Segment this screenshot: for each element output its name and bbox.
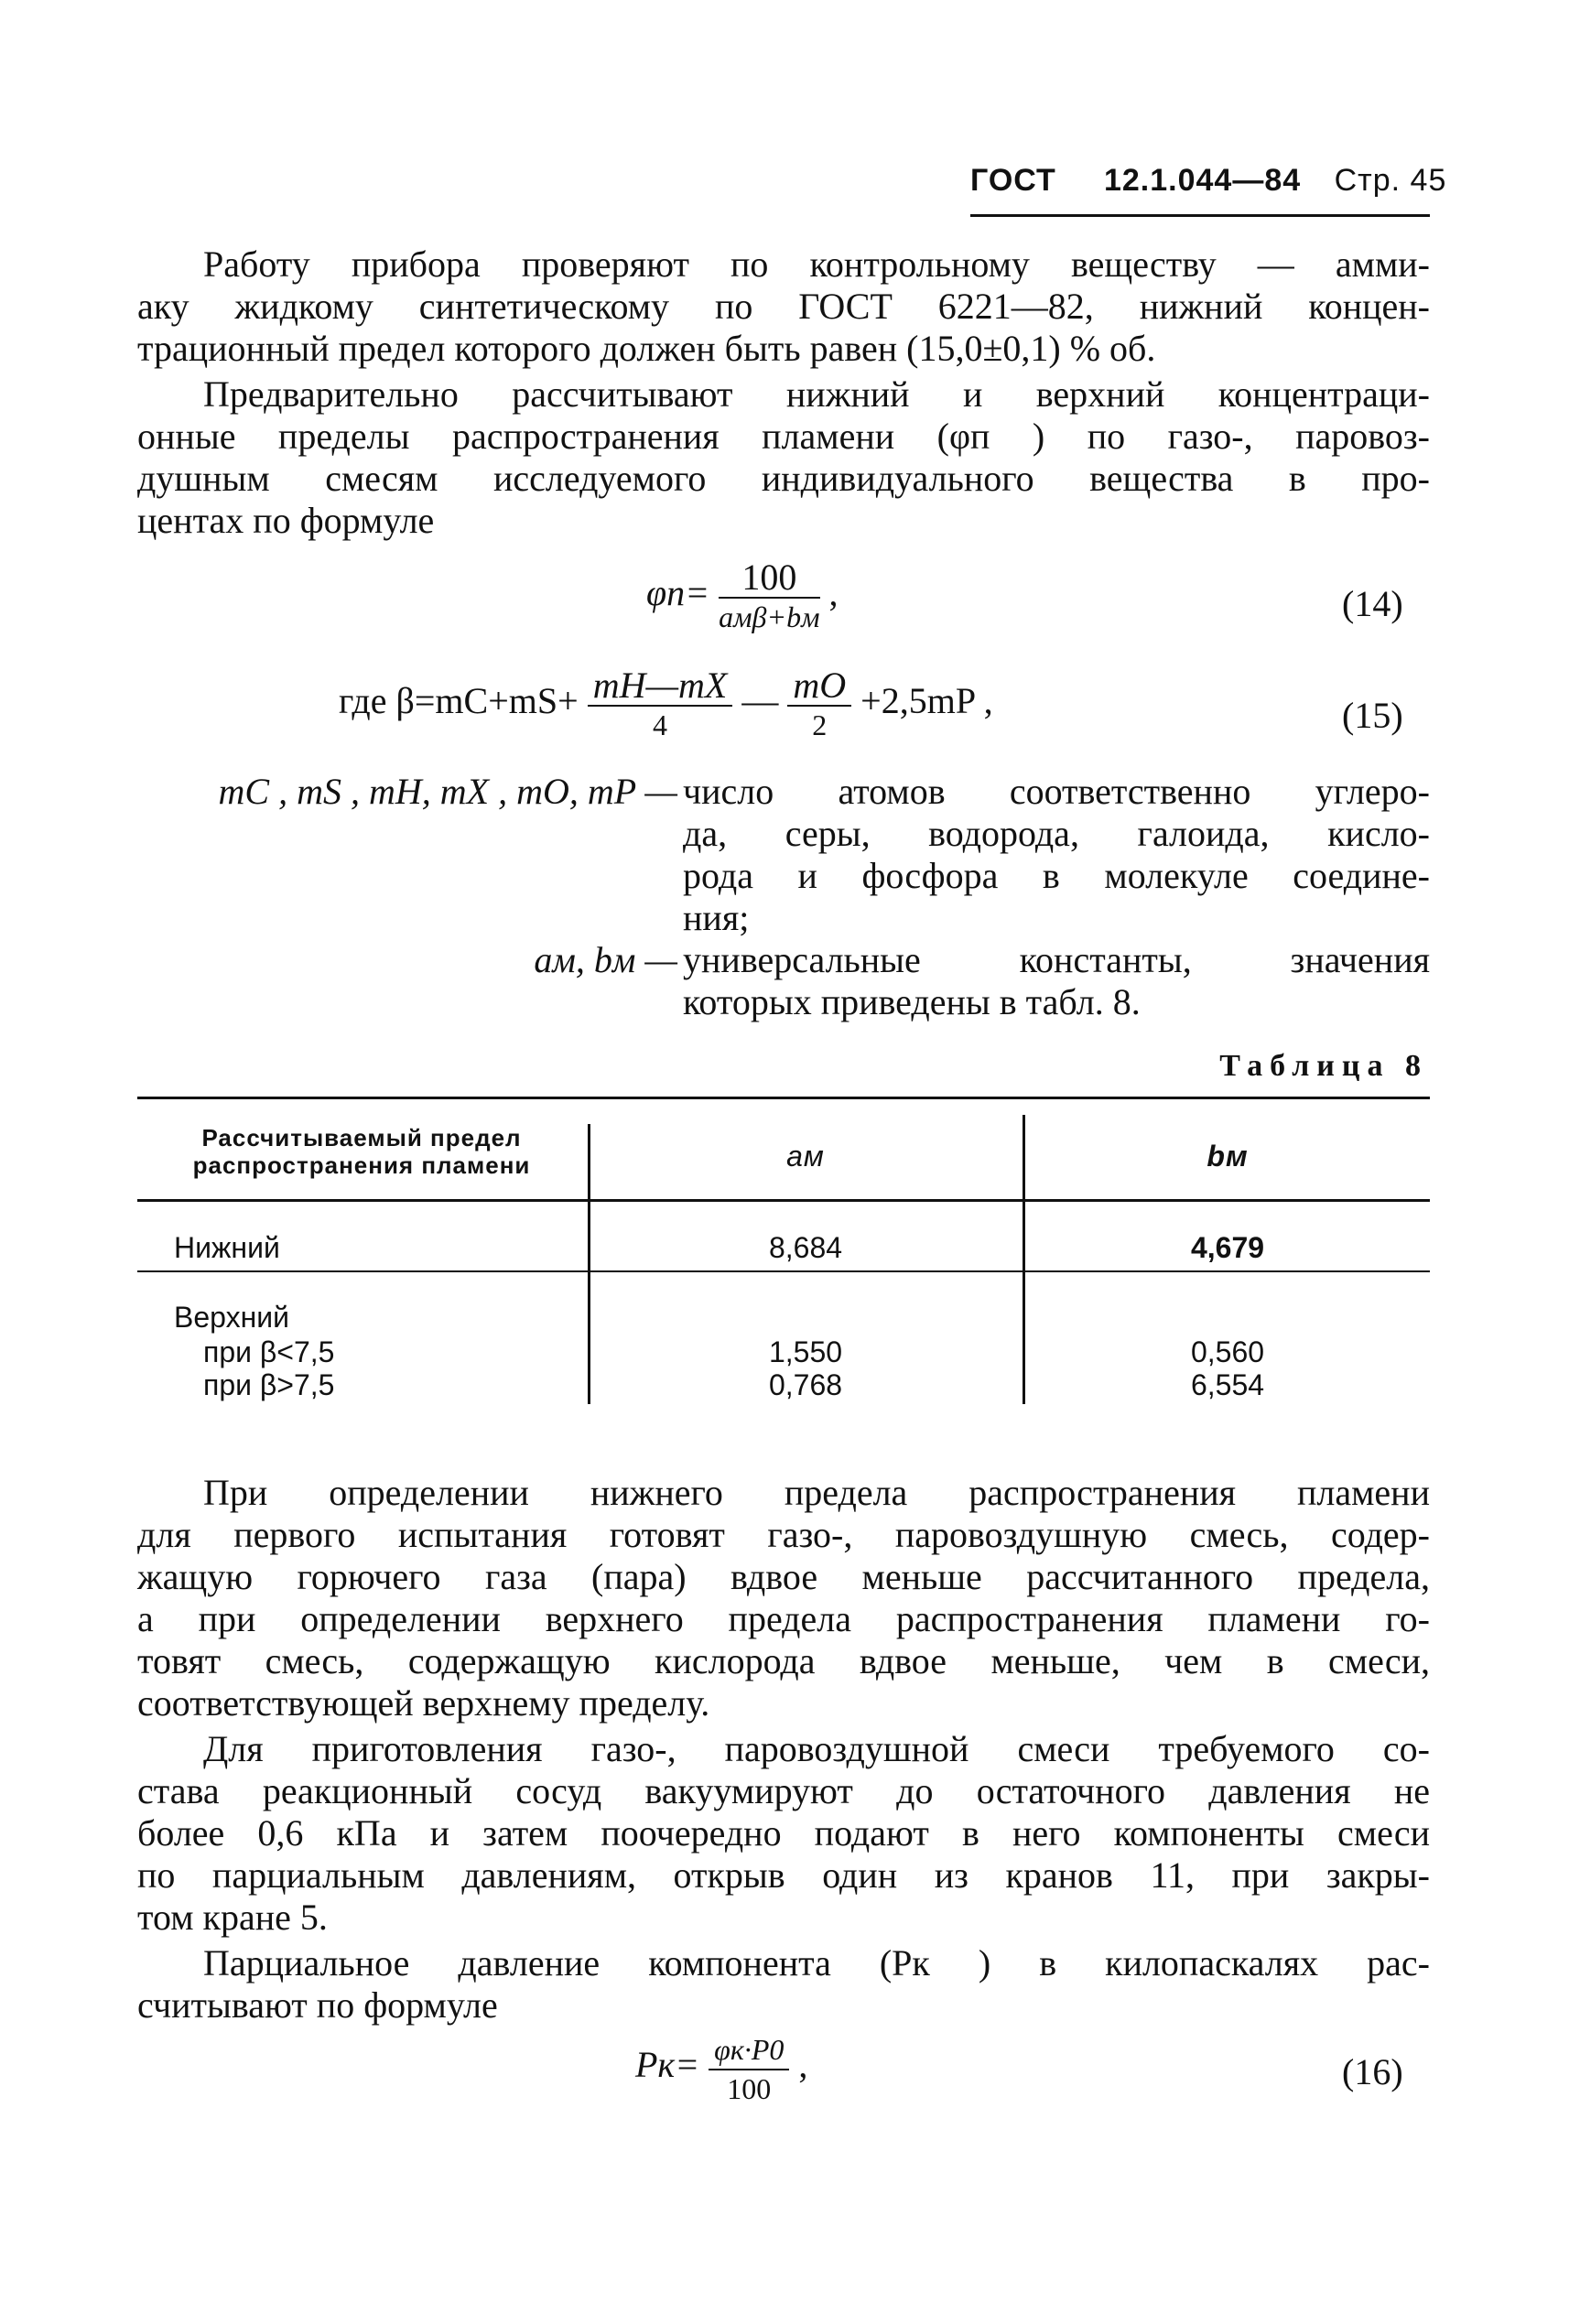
table-header-b: bм <box>1207 1140 1249 1173</box>
table-row-label: Нижний <box>174 1231 280 1264</box>
formula-fraction <box>709 2030 789 2107</box>
table-row-label: Верхний <box>174 1301 289 1334</box>
fraction-numerator: 100 <box>719 558 819 599</box>
paragraph-1 <box>137 243 1430 370</box>
equation-number-14: (14) <box>1342 583 1403 624</box>
table-row-label: при β<7,5 <box>203 1335 335 1368</box>
text-line: которых приведены в табл. 8. <box>683 981 1141 1022</box>
text-line: Парциальное давление компонента (Pк ) в килопаскалях рас- <box>203 1942 1430 1984</box>
text-line: для первого испытания готовят газо-, паровоздушную смесь, содер- <box>137 1514 1430 1555</box>
table-cell-b: 6,554 <box>1190 1368 1265 1401</box>
text-line: том кране 5. <box>137 1897 328 1938</box>
paragraph-4 <box>137 1728 1430 1939</box>
text-line: универсальные константы, значения <box>683 939 1430 980</box>
equation-number-15: (15) <box>1342 695 1403 736</box>
fraction-denominator: aмβ+bм <box>719 600 820 633</box>
header-standard-number: 12.1.044—84 <box>1103 163 1302 198</box>
text-line: При определении нижнего предела распространения пламени <box>203 1472 1430 1513</box>
formula-fraction <box>787 666 851 743</box>
table-header-limit: Рассчитываемый предел распространения пламени <box>192 1124 531 1179</box>
definition-symbol-constants: aм, bм — <box>534 939 677 980</box>
table-caption: Таблица 8 <box>1219 1049 1428 1083</box>
formula-14 <box>646 558 839 635</box>
paragraph-2 <box>137 373 1430 542</box>
text-line: число атомов соответственно углеро- <box>683 771 1430 812</box>
text-line: да, серы, водорода, галоида, кисло- <box>683 813 1430 854</box>
definition-text-constants <box>683 939 1430 1023</box>
data-table <box>137 1097 1430 1426</box>
table-header-a: aм <box>786 1140 825 1173</box>
text-line: считывают по формуле <box>137 1984 498 2026</box>
equation-number-16: (16) <box>1342 2051 1403 2092</box>
text-line: Предварительно рассчитывают нижний и верхний концентраци- <box>203 373 1430 415</box>
formula-fraction <box>719 558 819 635</box>
table-row-rule <box>137 1270 1430 1272</box>
text-line: Для приготовления газо-, паровоздушной смеси требуемого со- <box>203 1728 1430 1769</box>
fraction-denominator: 2 <box>787 705 851 743</box>
formula-lhs: Pк= <box>635 2044 700 2086</box>
table-cell-a: 8,684 <box>768 1231 843 1264</box>
text-line: Работу прибора проверяют по контрольному веществу — амми- <box>203 243 1430 285</box>
fraction-numerator: mH—mX <box>592 665 728 706</box>
table-top-rule <box>137 1097 1430 1099</box>
page-header <box>970 163 1447 214</box>
paragraph-5 <box>137 1942 1430 2027</box>
formula-fraction <box>588 666 733 743</box>
header-gost: ГОСТ <box>970 163 1056 198</box>
text-line: трационный предел которого должен быть равен (15,0±0,1) % об. <box>137 328 1156 369</box>
formula-tail: , <box>828 572 839 614</box>
text-line: онные пределы распространения пламени (φп ) по газо-, паровоз- <box>137 416 1430 457</box>
formula-lhs: φп= <box>646 572 710 614</box>
formula-prefix: где β=mC+mS+ <box>339 680 579 722</box>
definition-text-atoms <box>683 771 1430 939</box>
fraction-denominator: 100 <box>727 2072 772 2105</box>
formula-16 <box>635 2030 807 2107</box>
paragraph-3 <box>137 1472 1430 1724</box>
formula-15 <box>339 666 993 743</box>
table-cell-b: 0,560 <box>1190 1335 1265 1368</box>
text-line: ния; <box>683 897 750 938</box>
text-line: рода и фосфора в молекуле соедине- <box>683 855 1430 896</box>
text-line: по парциальным давлениям, открыв один из кранов 11, при закры- <box>137 1854 1430 1896</box>
table-row-label: при β>7,5 <box>203 1368 335 1401</box>
table-cell-a: 0,768 <box>768 1368 843 1401</box>
formula-minus: — <box>741 680 779 722</box>
formula-tail: , <box>798 2044 808 2086</box>
text-line: аку жидкому синтетическому по ГОСТ 6221—82, нижний концен- <box>137 286 1430 327</box>
text-line: а при определении верхнего предела распространения пламени го- <box>137 1598 1430 1639</box>
fraction-numerator: φк·P0 <box>709 2030 789 2070</box>
table-cell-b: 4,679 <box>1190 1231 1265 1264</box>
header-rule <box>970 214 1430 217</box>
definition-symbol-atoms: mC , mS , mH, mX , mO, mP — <box>218 771 677 812</box>
fraction-denominator: 4 <box>588 705 733 743</box>
formula-suffix: +2,5mP , <box>860 680 993 722</box>
text-line: душным смесям исследуемого индивидуального вещества в про- <box>137 458 1430 499</box>
fraction-numerator: mO <box>793 665 847 706</box>
text-line: товят смесь, содержащую кислорода вдвое меньше, чем в смеси, <box>137 1640 1430 1681</box>
header-page-number: Стр. 45 <box>1334 163 1447 198</box>
text-line: более 0,6 кПа и затем поочередно подают в него компоненты смеси <box>137 1812 1430 1854</box>
table-cell-a: 1,550 <box>768 1335 843 1368</box>
text-line: центах по формуле <box>137 500 435 541</box>
text-line: жащую горючего газа (пара) вдвое меньше рассчитанного предела, <box>137 1556 1430 1597</box>
text-line: става реакционный сосуд вакуумируют до остаточного давления не <box>137 1770 1430 1811</box>
text-line: соответствующей верхнему пределу. <box>137 1682 710 1724</box>
table-header-rule <box>137 1199 1430 1202</box>
